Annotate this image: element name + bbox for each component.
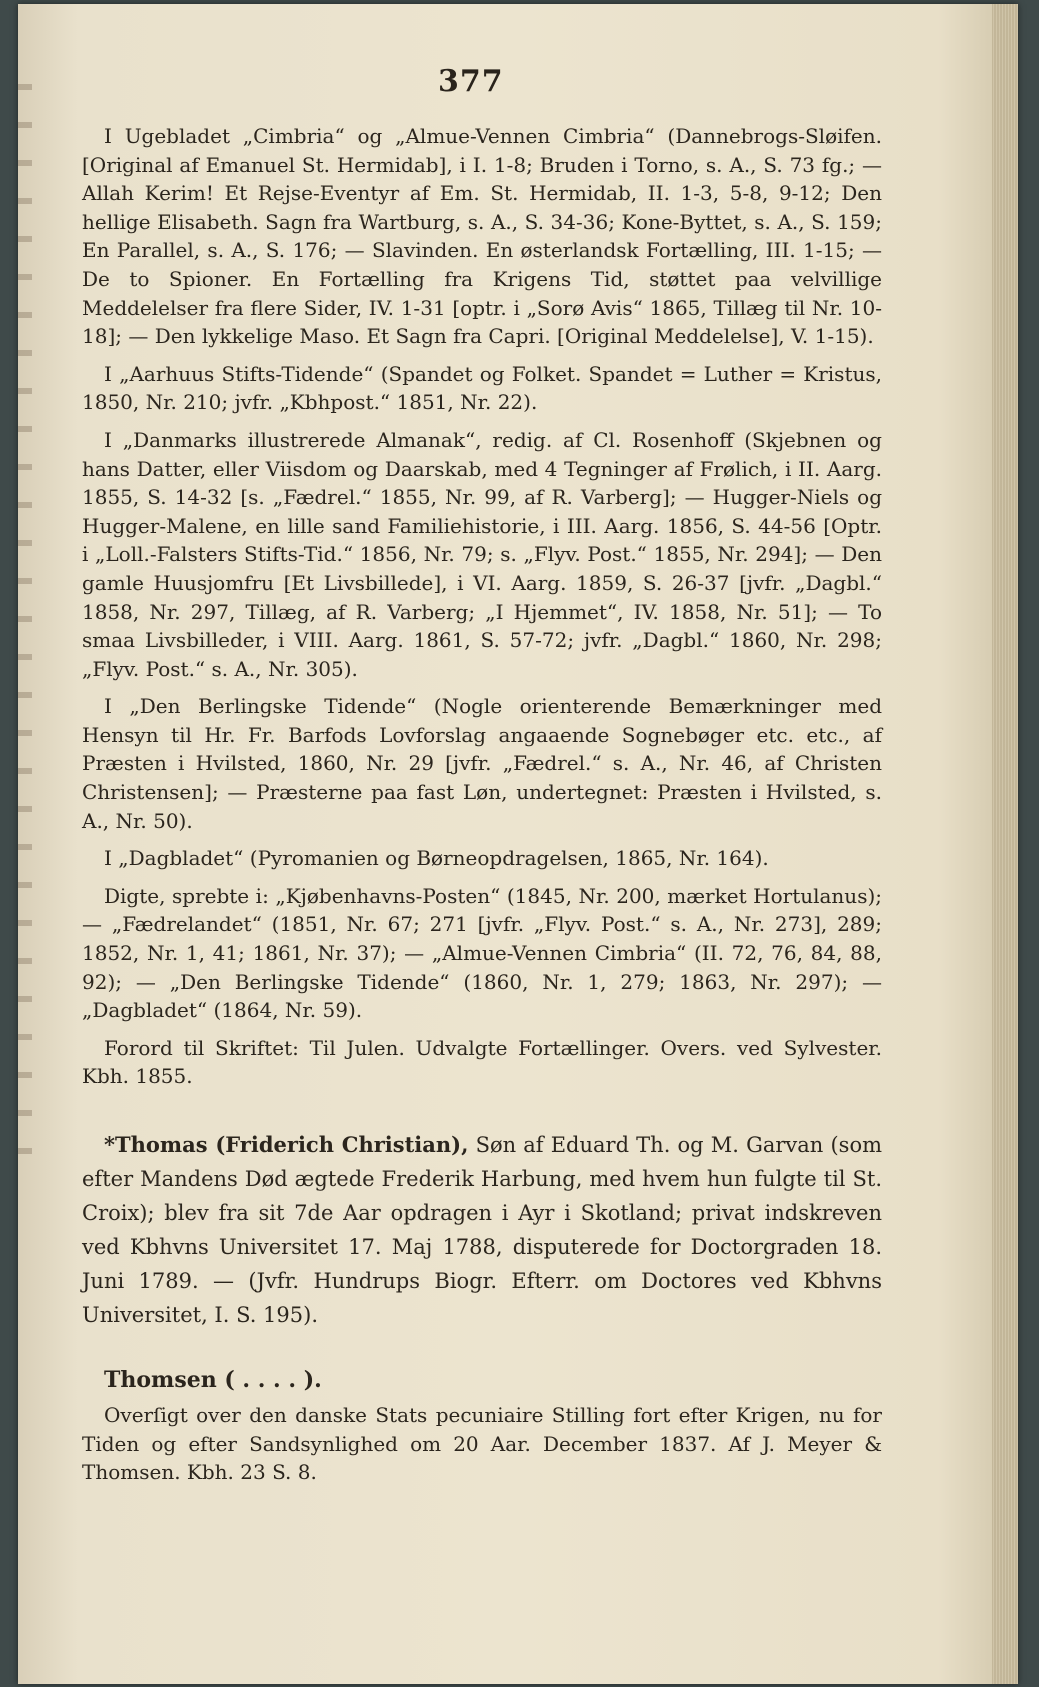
page-number: 377: [438, 64, 504, 99]
page-edge: [992, 4, 1018, 1684]
paragraph-digte: Digte, sprebte i: „Kjøbenhavns-Posten“ (1845, Nr. 200, mærket Hortulanus); — „Fædrelandet“ (1851, Nr. 67; 271 [jvfr. „Flyv. Post.“ s. A., Nr. 273], 289; 1852, Nr. 1, 41; 1861, Nr. 37); — „Almue-Vennen Cimbria“ (II. 72, 76, 84, 88, 92); — „Den Berlingske Tidende“ (1860, Nr. 1, 279; 1863, Nr. 297); — „Dagbladet“ (1864, Nr. 59).: [82, 883, 882, 1023]
entry-thomsen-heading: [82, 1364, 882, 1397]
paragraph-almanak: I „Danmarks illustrerede Almanak“, redig. af Cl. Rosenhoff (Skjebnen og hans Datter, eller Viisdom og Daarskab, med 4 Tegninger af Frølich, i II. Aarg. 1855, S. 14-32 [s. „Fædrel.“ 1855, Nr. 99, af R. Varberg]; — Hugger-Niels og Hugger-Malene, en lille sand Familiehistorie, i III. Aarg. 1856, S. 44-56 [Optr. i „Loll.-Falsters Stifts-Tid.“ 1856, Nr. 79; s. „Flyv. Post.“ 1855, Nr. 294]; — Den gamle Huusjomfru [Et Livsbillede], i VI. Aarg. 1859, S. 26-37 [jvfr. „Dagbl.“ 1858, Nr. 297, Tillæg, af R. Varberg; „I Hjemmet“, IV. 1858, Nr. 51]; — To smaa Livsbilleder, i VIII. Aarg. 1861, S. 57-72; jvfr. „Dagbl.“ 1860, Nr. 298; „Flyv. Post.“ s. A., Nr. 305).: [82, 427, 882, 681]
entry-thomas: [82, 1128, 882, 1332]
gutter-shadow: [18, 84, 32, 1184]
paragraph-dagbladet: I „Dagbladet“ (Pyromanien og Børneopdragelsen, 1865, Nr. 164).: [104, 846, 769, 871]
entry-thomas-body: Søn af Eduard Th. og M. Garvan (som efter Mandens Død ægtede Frederik Harbung, med hvem hun fulgte til St. Croix); blev fra sit 7de Aar opdragen i Ayr i Skotland; privat indskreven ved Kbhvns Universitet 17. Maj 1788, disputerede for Doctorgraden 18. Juni 1789. — (Jvfr. Hundrups Biogr. Efterr. om Doctores ved Kbhvns Universitet, I. S. 195).: [82, 1133, 882, 1327]
entry-thomsen-name: Thomsen ( . . . . ).: [104, 1367, 322, 1393]
paragraph-cimbria: I Ugebladet „Cimbria“ og „Almue-Vennen Cimbria“ (Dannebrogs-Sløifen. [Original af Emanuel St. Hermidab], i I. 1-8; Bruden i Torno, s. A., S. 73 fg.; — Allah Kerim! Et Rejse-Eventyr af Em. St. Hermidab, II. 1-3, 5-8, 9-12; Den hellige Elisabeth. Sagn fra Wartburg, s. A., S. 34-36; Kone-Byttet, s. A., S. 159; En Parallel, s. A., S. 176; — Slavinden. En østerlandsk Fortælling, III. 1-15; — De to Spioner. En Fortælling fra Krigens Tid, støttet paa velvillige Meddelelser fra flere Sider, IV. 1-31 [optr. i „Sorø Avis“ 1865, Tillæg til Nr. 10-18]; — Den lykkelige Maso. Et Sagn fra Capri. [Original Meddelelse], V. 1-15).: [82, 124, 882, 349]
entry-spacer-2: [82, 1336, 882, 1364]
entry-spacer: [82, 1100, 882, 1128]
paragraph-berlingske: I „Den Berlingske Tidende“ (Nogle orienterende Bemærkninger med Hensyn til Hr. Fr. Barfods Lovforslag angaaende Sognebøger etc. etc., af Præsten i Hvilsted, 1860, Nr. 29 [jvfr. „Fædrel.“ s. A., Nr. 46, af Christen Christensen]; — Præsterne paa fast Løn, undertegnet: Præsten i Hvilsted, s. A., Nr. 50).: [82, 694, 882, 833]
book-page: [18, 4, 1018, 1684]
entry-thomsen-body: Overſigt over den danske Stats pecuniaire Stilling fort efter Krigen, nu for Tiden og efter Sandsynlighed om 20 Aar. December 1837. Af J. Meyer & Thomsen. Kbh. 23 S. 8.: [82, 1403, 882, 1485]
entry-thomas-name: *Thomas (Friderich Christian),: [104, 1132, 469, 1157]
page-text: [82, 122, 882, 1496]
paragraph-forord: Forord til Skriftet: Til Julen. Udvalgte Fortællinger. Overs. ved Sylvester. Kbh. 1855.: [82, 1035, 882, 1089]
paragraph-aarhuus: I „Aarhuus Stifts-Tidende“ (Spandet og Folket. Spandet = Luther = Kristus, 1850, Nr. 210; jvfr. „Kbhpost.“ 1851, Nr. 22).: [82, 361, 882, 415]
